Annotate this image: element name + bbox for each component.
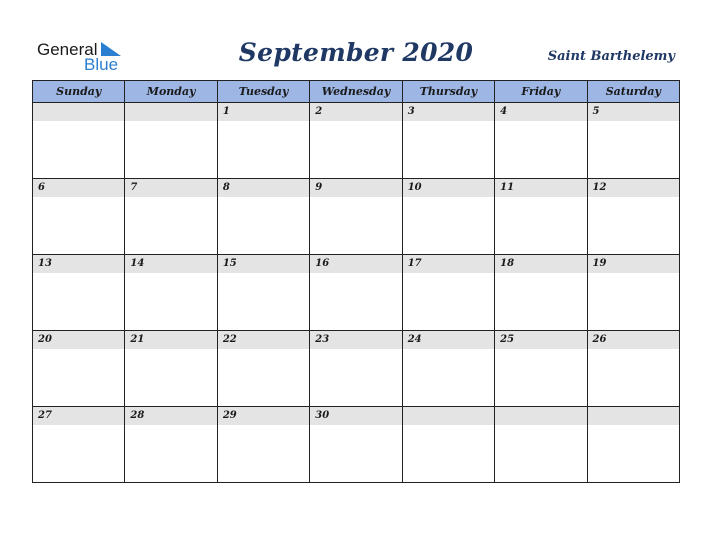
calendar-grid bbox=[32, 80, 680, 483]
logo-word-blue: Blue bbox=[84, 55, 119, 74]
day-number: 9 bbox=[310, 179, 401, 197]
day-cell bbox=[402, 179, 494, 255]
day-number bbox=[495, 407, 586, 425]
day-cell bbox=[310, 255, 402, 331]
day-number: 6 bbox=[33, 179, 124, 197]
day-number: 26 bbox=[588, 331, 679, 349]
day-cell bbox=[125, 179, 217, 255]
weekday-header-row bbox=[33, 81, 680, 103]
weekday-header: Sunday bbox=[33, 81, 125, 103]
day-cell bbox=[33, 103, 125, 179]
day-number: 19 bbox=[588, 255, 679, 273]
day-cell bbox=[33, 255, 125, 331]
day-cell bbox=[217, 179, 309, 255]
weekday-header: Thursday bbox=[402, 81, 494, 103]
day-cell bbox=[310, 331, 402, 407]
week-row bbox=[33, 331, 680, 407]
day-cell bbox=[495, 179, 587, 255]
day-number: 20 bbox=[33, 331, 124, 349]
day-cell bbox=[217, 255, 309, 331]
day-number: 13 bbox=[33, 255, 124, 273]
day-number: 5 bbox=[588, 103, 679, 121]
day-number: 18 bbox=[495, 255, 586, 273]
day-number: 1 bbox=[218, 103, 309, 121]
day-cell bbox=[217, 103, 309, 179]
day-number: 21 bbox=[125, 331, 216, 349]
week-row bbox=[33, 407, 680, 483]
day-number: 28 bbox=[125, 407, 216, 425]
day-number: 22 bbox=[218, 331, 309, 349]
logo-word-general: General bbox=[37, 40, 98, 59]
day-number: 8 bbox=[218, 179, 309, 197]
day-cell bbox=[587, 407, 679, 483]
day-cell bbox=[125, 407, 217, 483]
day-number: 24 bbox=[403, 331, 494, 349]
day-number: 25 bbox=[495, 331, 586, 349]
day-cell bbox=[33, 407, 125, 483]
day-number: 12 bbox=[588, 179, 679, 197]
day-number: 2 bbox=[310, 103, 401, 121]
day-number: 14 bbox=[125, 255, 216, 273]
day-cell bbox=[495, 103, 587, 179]
day-number: 17 bbox=[403, 255, 494, 273]
weekday-header: Wednesday bbox=[310, 81, 402, 103]
week-row bbox=[33, 179, 680, 255]
day-cell bbox=[217, 331, 309, 407]
day-cell bbox=[402, 331, 494, 407]
day-cell bbox=[125, 331, 217, 407]
weekday-header: Saturday bbox=[587, 81, 679, 103]
day-number bbox=[33, 103, 124, 121]
day-number: 3 bbox=[403, 103, 494, 121]
day-cell bbox=[587, 331, 679, 407]
week-row bbox=[33, 255, 680, 331]
day-number: 23 bbox=[310, 331, 401, 349]
day-number: 11 bbox=[495, 179, 586, 197]
calendar-title: September 2020 bbox=[238, 38, 474, 67]
weekday-header: Monday bbox=[125, 81, 217, 103]
day-cell bbox=[125, 255, 217, 331]
day-number: 30 bbox=[310, 407, 401, 425]
day-number bbox=[403, 407, 494, 425]
day-cell bbox=[310, 179, 402, 255]
day-cell bbox=[33, 331, 125, 407]
day-number: 27 bbox=[33, 407, 124, 425]
day-cell bbox=[125, 103, 217, 179]
day-cell bbox=[402, 407, 494, 483]
day-cell bbox=[33, 179, 125, 255]
weekday-header: Tuesday bbox=[217, 81, 309, 103]
day-cell bbox=[310, 103, 402, 179]
region-label: Saint Barthelemy bbox=[547, 49, 675, 64]
day-cell bbox=[495, 407, 587, 483]
day-number: 15 bbox=[218, 255, 309, 273]
day-number: 29 bbox=[218, 407, 309, 425]
day-number: 7 bbox=[125, 179, 216, 197]
day-cell bbox=[495, 255, 587, 331]
day-number: 4 bbox=[495, 103, 586, 121]
day-cell bbox=[587, 255, 679, 331]
day-number: 16 bbox=[310, 255, 401, 273]
day-cell bbox=[217, 407, 309, 483]
day-cell bbox=[402, 103, 494, 179]
day-cell bbox=[495, 331, 587, 407]
day-cell bbox=[402, 255, 494, 331]
day-number: 10 bbox=[403, 179, 494, 197]
day-number bbox=[125, 103, 216, 121]
weekday-header: Friday bbox=[495, 81, 587, 103]
day-cell bbox=[310, 407, 402, 483]
day-cell bbox=[587, 179, 679, 255]
week-row bbox=[33, 103, 680, 179]
day-number bbox=[588, 407, 679, 425]
day-cell bbox=[587, 103, 679, 179]
